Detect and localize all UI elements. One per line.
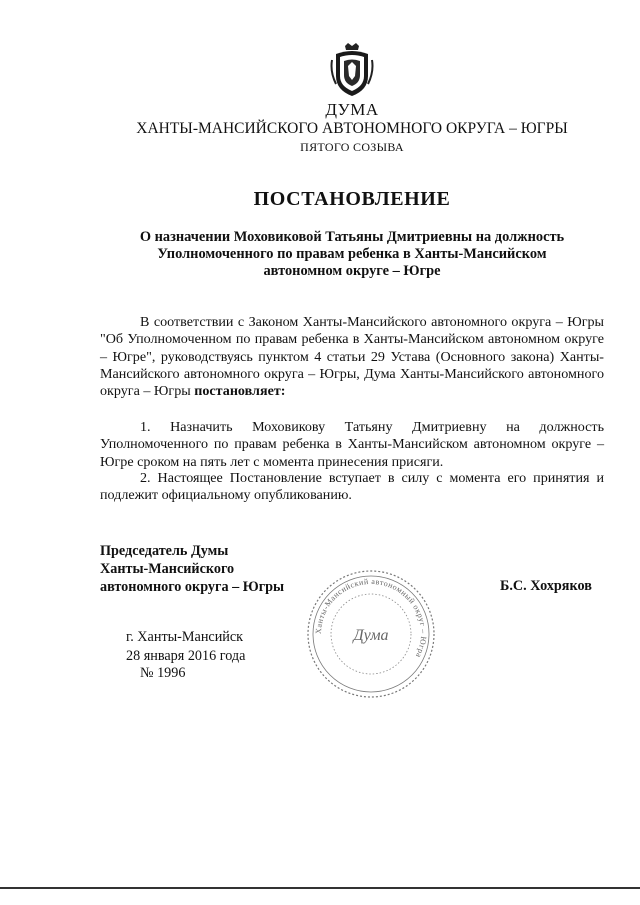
- convocation-title: ПЯТОГО СОЗЫВА: [300, 140, 404, 154]
- signatory-position: [100, 542, 284, 596]
- signatory-position-line: Ханты-Мансийского: [100, 561, 235, 577]
- signatory-name: Б.С. Хохряков: [500, 578, 592, 594]
- coat-of-arms-icon: [329, 42, 375, 98]
- official-seal: [303, 566, 439, 702]
- seal-ring-text: Ханты-Мансийский автономный округ – Югра: [313, 576, 429, 660]
- subject-line: автономном округе – Югре: [263, 263, 441, 279]
- issue-place-date: [126, 628, 245, 665]
- region-title: ХАНТЫ-МАНСИЙСКОГО АВТОНОМНОГО ОКРУГА – ЮГРЫ: [136, 120, 568, 137]
- preamble-paragraph: [100, 314, 604, 400]
- item-paragraph-2: 2. Настоящее Постановление вступает в силу с момента его принятия и подлежит официальному опубликованию.: [100, 470, 604, 504]
- preamble-text: В соответствии с Законом Ханты-Мансийского автономного округа – Югры "Об Уполномоченном по правам ребенка в Ханты-Мансийском автономном округе – Югре", руководствуясь пунктом 4 статьи 29 Устава (Основного закона) Ханты-Мансийского автономного округа – Югры, Дума Ханты-Мансийского автономного округа – Югры: [100, 314, 604, 400]
- document-subject: [100, 229, 604, 280]
- item-paragraph-1: 1. Назначить Моховикову Татьяну Дмитриевну на должность Уполномоченного по правам ребенка в Ханты-Мансийском автономном округе – Югре сроком на пять лет с момента принесения присяги.: [100, 419, 604, 470]
- issue-city: г. Ханты-Мансийск: [126, 629, 244, 645]
- svg-text:Ханты-Мансийский автономный ок: [314, 577, 428, 659]
- issue-date: 28 января 2016 года: [126, 647, 246, 664]
- subject-line: Уполномоченного по правам ребенка в Ханты-Мансийском: [157, 246, 547, 262]
- document-type-title: ПОСТАНОВЛЕНИЕ: [253, 188, 451, 210]
- organization-title: ДУМА: [325, 100, 379, 119]
- preamble-decision: постановляет:: [194, 383, 286, 400]
- signatory-position-line: Председатель Думы: [100, 543, 229, 559]
- page-bottom-rule: [0, 887, 640, 889]
- signatory-position-line: автономного округа – Югры: [100, 579, 285, 595]
- document-number: № 1996: [140, 665, 186, 681]
- subject-line: О назначении Моховиковой Татьяны Дмитриевны на должность: [139, 229, 565, 245]
- seal-center-text: Дума: [353, 627, 389, 644]
